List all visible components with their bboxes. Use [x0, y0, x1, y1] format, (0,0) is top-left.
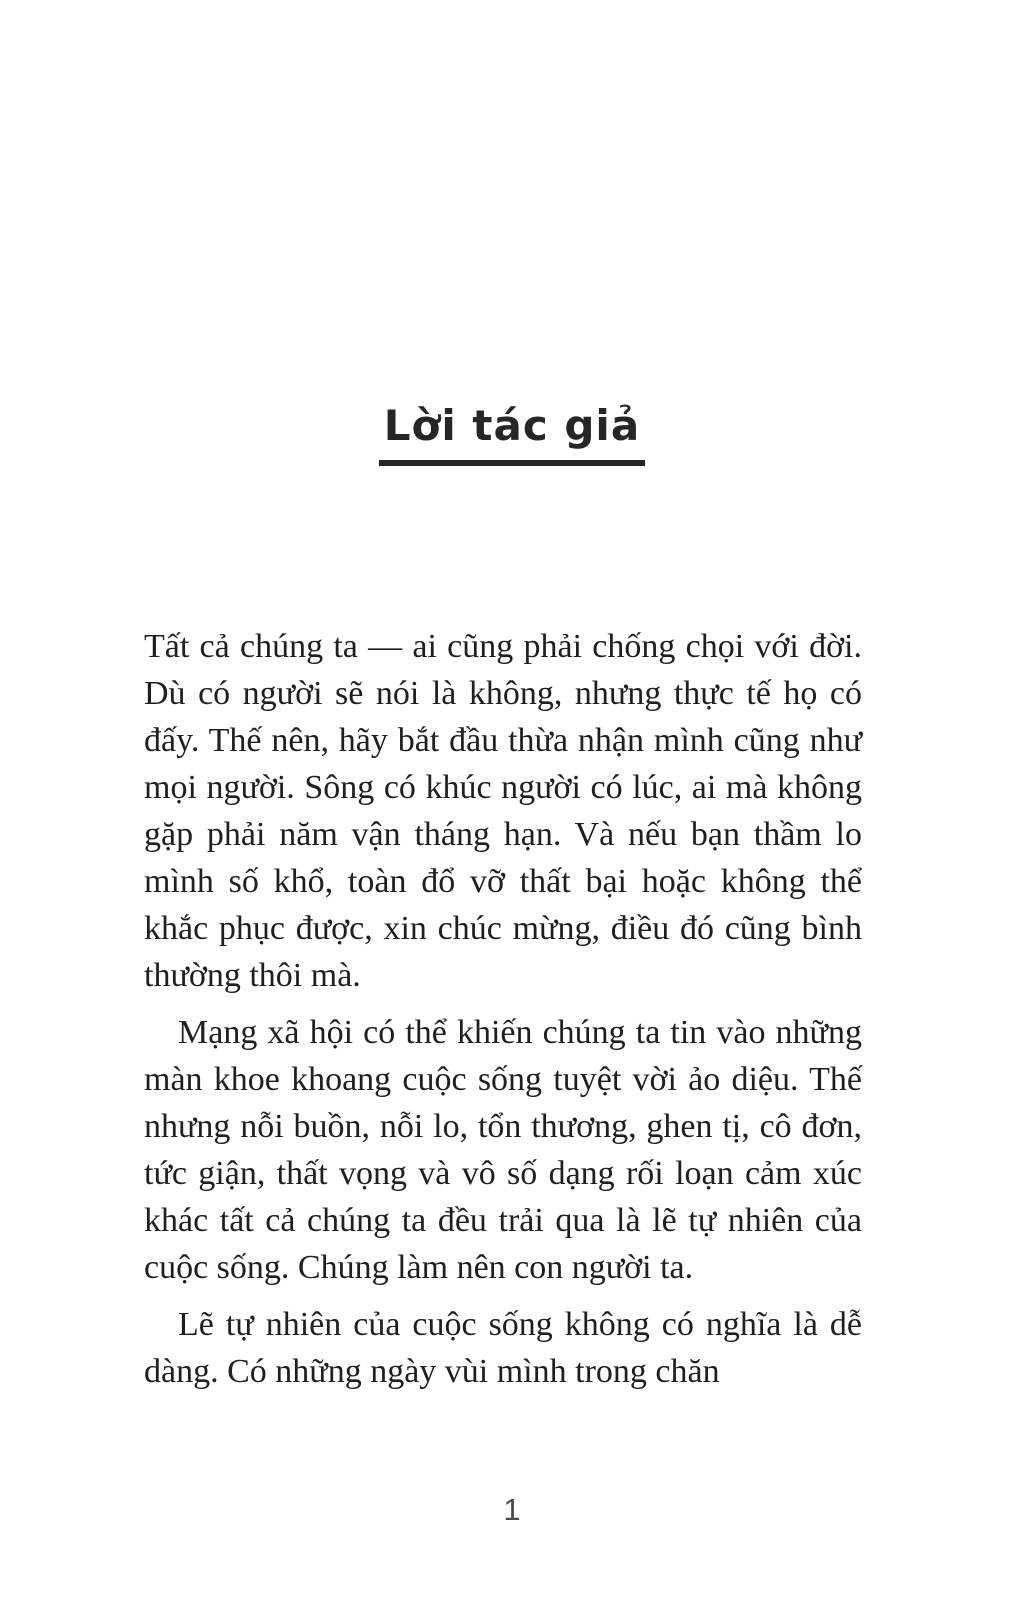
paragraph-3: Lẽ tự nhiên của cuộc sống không có nghĩa là dễ dàng. Có những ngày vùi mình trong chăn — [144, 1306, 862, 1390]
chapter-title-wrap — [0, 403, 1024, 466]
page-number: 1 — [503, 1492, 521, 1527]
paragraph-1: Tất cả chúng ta — ai cũng phải chống chọi với đời. Dù có người sẽ nói là không, nhưng thực tế họ có đấy. Thế nên, hãy bắt đầu thừa nhận mình cũng như mọi người. Sông có khúc người có lúc, ai mà không gặp phải năm vận tháng hạn. Và nếu bạn thầm lo mình số khổ, toàn đổ vỡ thất bại hoặc không thể khắc phục được, xin chúc mừng, điều đó cũng bình thường thôi mà. — [144, 628, 862, 994]
body-text-block — [144, 623, 862, 1405]
paragraph-2: Mạng xã hội có thể khiến chúng ta tin vào những màn khoe khoang cuộc sống tuyệt vời ảo diệu. Thế nhưng nỗi buồn, nỗi lo, tổn thương, ghen tị, cô đơn, tức giận, thất vọng và vô số dạng rối loạn cảm xúc khác tất cả chúng ta đều trải qua là lẽ tự nhiên của cuộc sống. Chúng làm nên con người ta. — [144, 1014, 862, 1286]
chapter-title: Lời tác giả — [379, 403, 645, 466]
